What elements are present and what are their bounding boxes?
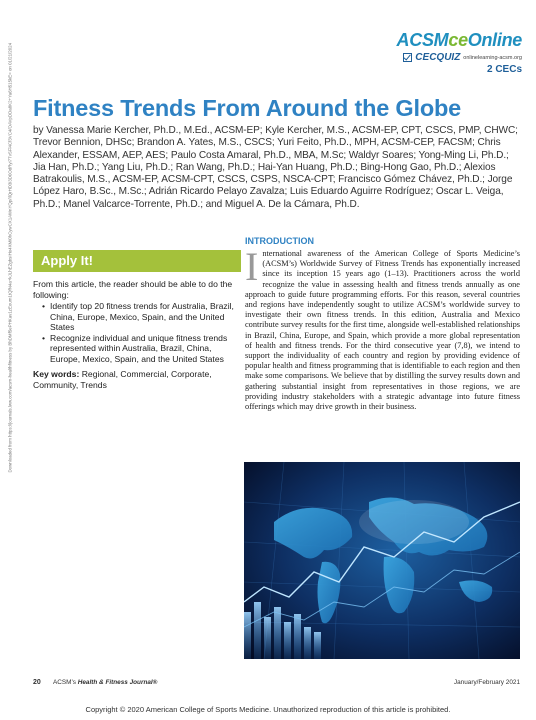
page-number: 20 xyxy=(33,679,41,686)
apply-it-intro: From this article, the reader should be able to do the following: xyxy=(33,279,233,300)
journal-prefix: ACSM’s xyxy=(53,679,78,686)
logo-main: ACSM xyxy=(396,30,449,50)
logo-tail: Online xyxy=(467,30,522,50)
page-footer xyxy=(33,679,520,689)
drop-cap: I xyxy=(245,244,259,289)
apply-it-heading: Apply It! xyxy=(33,250,241,272)
article-title: Fitness Trends From Around the Globe xyxy=(33,95,462,121)
intro-text: nternational awareness of the American College of Sports Medicine’s (ACSM’s) Worldwide Survey of Fitness Trends has exponentially increased since its inception 15 years ago (1–13). Practitioners across the world recognize the value in assessing health and fitness trends annually as one approach to guide future programming efforts. For this reason, several countries and regions have independently sought to utilize ACSM’s worldwide survey to investigate their own fitness trends. In this edition, Australia and Mexico contribute survey results for the first time, alongside well-established relationships in Brazil, China, Europe, and Spain, which provide a more global representation of health and fitness trends. For the third consecutive year (7,8), we intend to support the individuality of each country and region by providing evidence of popular health and fitness programming that is identifiable to each region and then make some comparisons. We believe that by distilling the survey results down and gathering substantial insight from representatives in those regions, we are providing industry stakeholders with a strategic advantage into future fitness offerings which may drive growth in their business. xyxy=(245,249,520,412)
quiz-row xyxy=(372,52,522,63)
cec-quiz-label: CECQUIZ xyxy=(415,52,461,63)
cec-count: 2 CECs xyxy=(486,64,522,75)
download-note xyxy=(6,42,14,473)
objectives-list xyxy=(33,301,241,364)
quiz-url[interactable]: onlinelearning-acsm.org xyxy=(463,54,522,61)
keywords-value: Regional, Commercial, Corporate, Community, Trends xyxy=(33,369,212,390)
copyright-notice: Copyright © 2020 American College of Sports Medicine. Unauthorized reproduction of this article is prohibited. xyxy=(85,705,451,714)
download-note-text: Downloaded from https://journals.lww.com/acsm-healthfitness by BhDMf5ePHKav1zEoum1tQfN4a+kJLhEZgbsIHo4XMi0hCywCX1AWnYQp/IlQrHD3i3D0OdRyi7TvSFl4Cf3VC4/OAVpDDa8K2+Ya6H515kE= on 01/21/2024 xyxy=(7,42,13,473)
issue-date: January/February 2021 xyxy=(453,679,520,686)
author-list: by Vanessa Marie Kercher, Ph.D., M.Ed., ACSM-EP; Kyle Kercher, M.S., ACSM-EP, CPT, CSCS, PMP, CHWC; Trevor Bennion, DHSc; Brandon A. Yates, M.S., CSCS; Yuri Feito, Ph.D., MPH, ACSM-CEP, FACSM; Chris Alexander, ESSAM, AEP, AES; Paulo Costa Amaral, Ph.D., MBA, M.Sc; Waldyr Soares; Yong-Ming Li, Ph.D.; Jia Han, Ph.D.; Yang Liu, Ph.D.; Ran Wang, Ph.D.; Hai-Yan Huang, Ph.D.; Bing-Hong Gao, Ph.D.; Alexios Batrakoulis, M.S., ACSM-EP, ACSM-CPT, CSCS, CSPS, NSCA-CPT; Francisco Gómez Chávez, Ph.D.; Jorge López Haro, B.Sc., M.Sc.; Adrián Ricardo Pelayo Zavalza; Luis Eduardo Aguirre Rodríguez; Oscar L. Veiga, Ph.D.; Manel Valcarce-Torrente, Ph.D.; and Miguel A. De la Cámara, Ph.D. xyxy=(33,125,518,210)
keywords-label: Key words: xyxy=(33,369,80,379)
keywords xyxy=(33,369,241,390)
acsm-ceonline-logo xyxy=(372,30,522,51)
journal-title: Health & Fitness Journal® xyxy=(77,679,158,686)
section-heading: INTRODUCTION xyxy=(245,236,314,246)
checkbox-icon xyxy=(403,53,412,62)
world-map-image xyxy=(244,462,520,659)
list-item: • Identify top 20 fitness trends for Australia, Brazil, China, Europe, Mexico, Spain, and the United States xyxy=(33,301,241,333)
logo-ce: ce xyxy=(448,30,468,50)
cec-quiz-badge[interactable] xyxy=(372,30,522,75)
apply-it-sidebar xyxy=(33,250,241,390)
list-item: • Recognize individual and unique fitness trends represented within Australia, Brazil, China, Europe, Mexico, Spain, and the United States xyxy=(33,333,241,365)
intro-paragraph xyxy=(245,244,520,412)
journal-name xyxy=(53,679,157,686)
world-map-graphic xyxy=(244,462,520,659)
